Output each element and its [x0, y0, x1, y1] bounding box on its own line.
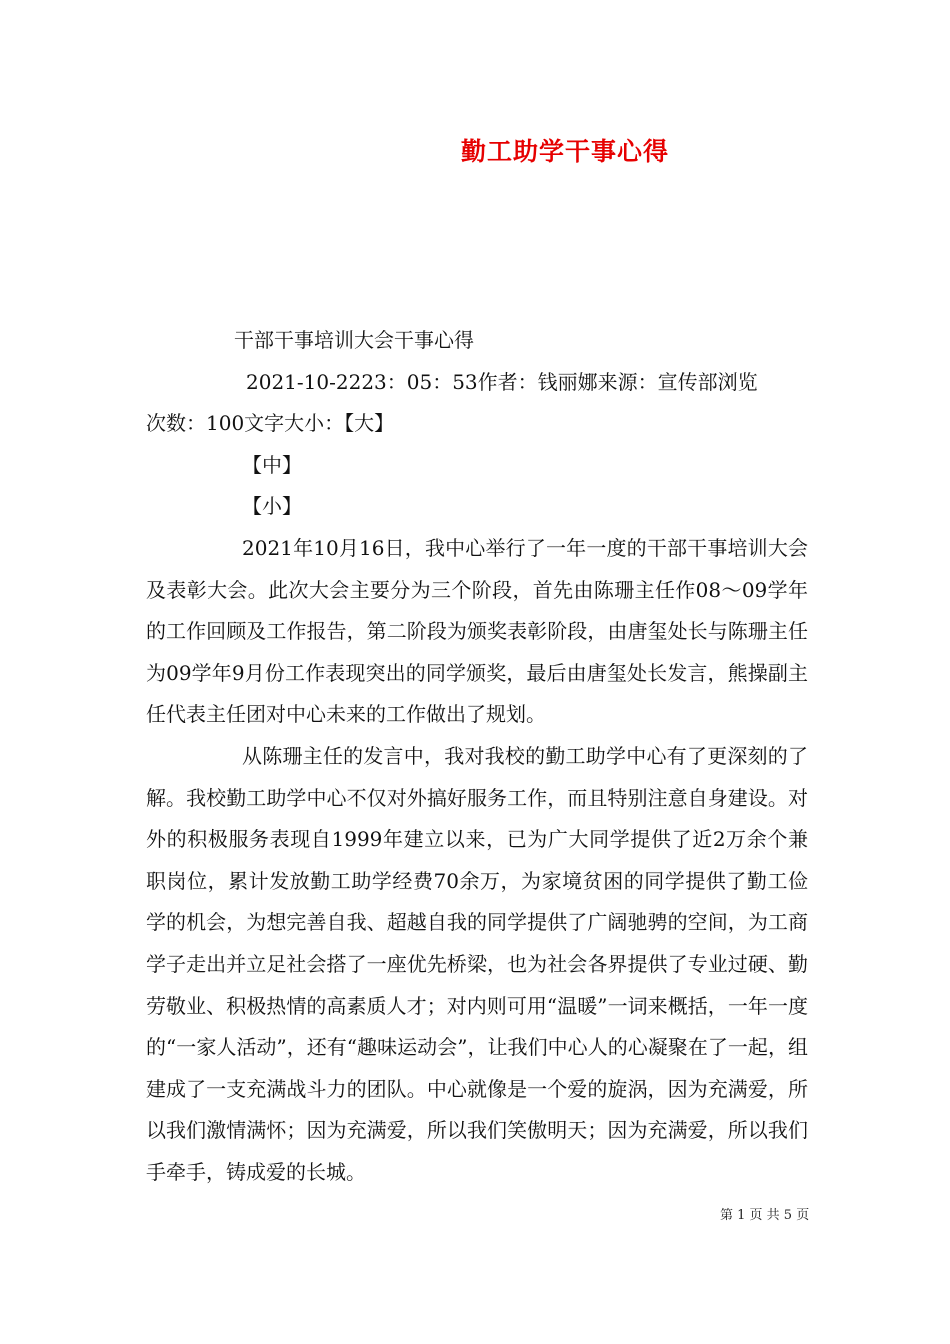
article-meta-line: 2021-10-2223：05：53作者：钱丽娜来源：宣传部浏览 — [246, 369, 758, 394]
document-subtitle: 干部干事培训大会干事心得 — [234, 328, 474, 352]
font-size-small-option[interactable]: 【小】 — [242, 494, 302, 519]
article-meta-line-continued: 次数：100文字大小：【大】 — [146, 411, 395, 436]
paragraph-1: 2021年10月16日，我中心举行了一年一度的干部干事培训大会及表彰大会。此次大会主要分为三个阶段，首先由陈珊主任作08～09学年的工作回顾及工作报告，第二阶段为颁奖表彰阶段，由唐玺处长与陈珊主任为09学年9月份工作表现突出的同学颁奖，最后由唐玺处长发言，熊操副主任代表主任团对中心未来的工作做出了规划。 — [146, 535, 808, 727]
document-title: 勤工助学干事心得 — [460, 137, 669, 166]
page-number: 第 1 页 共 5 页 — [720, 1208, 810, 1223]
font-size-medium-option[interactable]: 【中】 — [242, 452, 302, 477]
document-body — [146, 320, 808, 1193]
paragraph-2: 从陈珊主任的发言中，我对我校的勤工助学中心有了更深刻的了解。我校勤工助学中心不仅对外搞好服务工作，而且特别注意自身建设。对外的积极服务表现自1999年建立以来，已为广大同学提供了近2万余个兼职岗位，累计发放勤工助学经费70余万，为家境贫困的同学提供了勤工俭学的机会，为想完善自我、超越自我的同学提供了广阔驰骋的空间，为工商学子走出并立足社会搭了一座优先桥梁，也为社会各界提供了专业过硬、勤劳敬业、积极热情的高素质人才；对内则可用“温暖”一词来概括，一年一度的“一家人活动”，还有“趣味运动会”，让我们中心人的心凝聚在了一起，组建成了一支充满战斗力的团队。中心就像是一个爱的旋涡，因为充满爱，所以我们激情满怀；因为充满爱，所以我们笑傲明天；因为充满爱，所以我们手牵手，铸成爱的长城。 — [146, 743, 808, 1184]
